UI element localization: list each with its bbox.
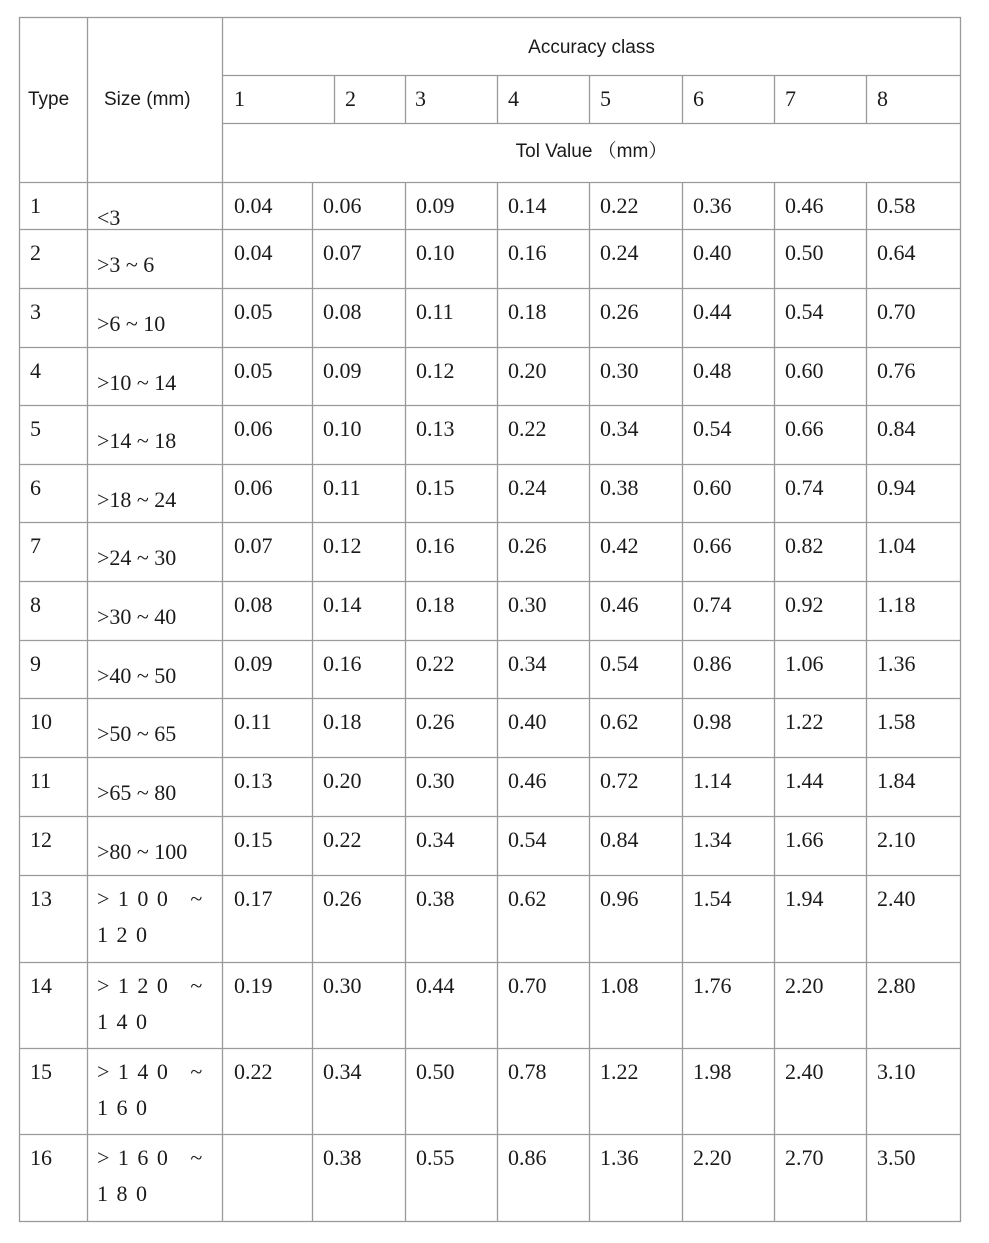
- tol-value-cell: 1.36: [877, 651, 916, 676]
- tol-value-cell: 0.15: [416, 475, 455, 500]
- row-type: 6: [30, 475, 41, 500]
- tol-value-cell: 0.16: [508, 240, 547, 265]
- tol-value-cell: 1.34: [693, 827, 732, 852]
- row-size: >80 ~ 100: [97, 839, 188, 864]
- tol-value-cell: 0.74: [693, 592, 732, 617]
- row-size: >40 ~ 50: [97, 663, 177, 688]
- tol-value-cell: 0.05: [234, 358, 273, 383]
- tol-value-cell: 0.54: [785, 299, 824, 324]
- tol-value-cell: 0.26: [600, 299, 639, 324]
- tol-value-cell: 1.22: [600, 1059, 639, 1084]
- tol-value-cell: 0.96: [600, 886, 639, 911]
- tol-value-cell: 0.86: [693, 651, 732, 676]
- tol-value-cell: 0.38: [600, 475, 639, 500]
- class-header-5: 5: [600, 86, 611, 111]
- tol-value-cell: 0.13: [234, 768, 273, 793]
- tol-value-cell: 0.94: [877, 475, 916, 500]
- row-size: >65 ~ 80: [97, 780, 177, 805]
- tol-value-cell: 0.64: [877, 240, 916, 265]
- tol-value-cell: 0.46: [600, 592, 639, 617]
- tol-value-cell: 0.22: [323, 827, 362, 852]
- tol-value-cell: 0.20: [323, 768, 362, 793]
- class-header-6: 6: [693, 86, 704, 111]
- tol-value-cell: 1.76: [693, 973, 732, 998]
- tol-value-header: Tol Value （mm）: [515, 141, 668, 162]
- tol-value-cell: 0.34: [323, 1059, 362, 1084]
- tol-value-cell: 0.50: [785, 240, 824, 265]
- tol-value-cell: 1.14: [693, 768, 732, 793]
- tol-value-cell: 0.36: [693, 193, 732, 218]
- row-type: 14: [30, 973, 52, 998]
- tol-value-cell: 0.20: [508, 358, 547, 383]
- tol-value-cell: 0.44: [693, 299, 732, 324]
- tol-value-cell: 0.08: [323, 299, 362, 324]
- tol-value-cell: 0.11: [234, 709, 272, 734]
- tol-value-cell: 1.94: [785, 886, 824, 911]
- tol-value-cell: 0.11: [416, 299, 454, 324]
- row-type: 4: [30, 358, 41, 383]
- class-header-1: 1: [234, 86, 245, 111]
- tol-value-cell: 0.09: [323, 358, 362, 383]
- tol-value-cell: 0.24: [600, 240, 639, 265]
- tol-value-cell: 0.26: [323, 886, 362, 911]
- tol-value-cell: 0.62: [600, 709, 639, 734]
- row-type: 7: [30, 533, 41, 558]
- tol-value-cell: 0.34: [600, 416, 639, 441]
- row-size: >3 ~ 6: [97, 252, 155, 277]
- tol-value-cell: 0.26: [508, 533, 547, 558]
- tol-value-cell: 0.09: [416, 193, 455, 218]
- tol-value-cell: 2.40: [877, 886, 916, 911]
- tol-value-cell: 1.54: [693, 886, 732, 911]
- tol-value-cell: 0.46: [508, 768, 547, 793]
- row-type: 9: [30, 651, 41, 676]
- tol-value-cell: 0.78: [508, 1059, 547, 1084]
- tol-value-cell: 0.54: [693, 416, 732, 441]
- tol-value-cell: 0.54: [508, 827, 547, 852]
- tol-value-cell: 0.13: [416, 416, 455, 441]
- tol-value-cell: 0.22: [600, 193, 639, 218]
- tol-value-cell: 3.50: [877, 1145, 916, 1170]
- tol-value-cell: 0.18: [323, 709, 362, 734]
- tol-value-cell: 0.30: [323, 973, 362, 998]
- tol-value-cell: 0.34: [416, 827, 455, 852]
- tol-value-cell: 0.12: [416, 358, 455, 383]
- row-size: >24 ~ 30: [97, 545, 177, 570]
- row-size: >14 ~ 18: [97, 428, 177, 453]
- tol-value-cell: 0.82: [785, 533, 824, 558]
- tol-value-cell: 0.10: [323, 416, 362, 441]
- tol-value-cell: 0.84: [877, 416, 916, 441]
- tol-value-cell: 0.86: [508, 1145, 547, 1170]
- tol-value-cell: 0.26: [416, 709, 455, 734]
- class-header-3: 3: [415, 86, 426, 111]
- tol-value-cell: 2.20: [693, 1145, 732, 1170]
- tol-value-cell: 0.66: [785, 416, 824, 441]
- tol-value-cell: 0.04: [234, 240, 273, 265]
- row-size: >100 ~ 120: [97, 886, 211, 947]
- tol-value-cell: 2.10: [877, 827, 916, 852]
- row-size: >10 ~ 14: [97, 370, 177, 395]
- tol-value-cell: 1.06: [785, 651, 824, 676]
- tol-value-cell: 0.09: [234, 651, 273, 676]
- row-type: 16: [30, 1145, 52, 1170]
- tol-value-cell: 0.40: [508, 709, 547, 734]
- tol-value-cell: 2.80: [877, 973, 916, 998]
- tol-value-cell: 0.05: [234, 299, 273, 324]
- tol-value-cell: 0.66: [693, 533, 732, 558]
- tol-value-cell: 1.04: [877, 533, 916, 558]
- accuracy-class-header: Accuracy class: [528, 37, 655, 58]
- row-type: 5: [30, 416, 41, 441]
- class-header-7: 7: [785, 86, 796, 111]
- tol-value-cell: 0.18: [508, 299, 547, 324]
- tol-value-cell: 0.16: [323, 651, 362, 676]
- tol-value-cell: 0.22: [508, 416, 547, 441]
- tol-value-cell: 0.38: [323, 1145, 362, 1170]
- row-size: >6 ~ 10: [97, 311, 166, 336]
- tol-value-cell: 0.12: [323, 533, 362, 558]
- tol-value-cell: 0.06: [323, 193, 362, 218]
- tol-value-cell: 1.84: [877, 768, 916, 793]
- tol-value-cell: 0.14: [508, 193, 547, 218]
- tol-value-cell: 3.10: [877, 1059, 916, 1084]
- tol-value-cell: 0.22: [234, 1059, 273, 1084]
- tol-value-cell: 0.30: [416, 768, 455, 793]
- tol-value-cell: 0.19: [234, 973, 273, 998]
- tol-value-cell: 2.40: [785, 1059, 824, 1084]
- tol-value-cell: 2.70: [785, 1145, 824, 1170]
- tol-value-cell: 0.42: [600, 533, 639, 558]
- tol-value-cell: 0.07: [323, 240, 362, 265]
- tol-value-cell: 0.46: [785, 193, 824, 218]
- tol-value-cell: 0.70: [508, 973, 547, 998]
- tol-value-cell: 0.98: [693, 709, 732, 734]
- row-type: 8: [30, 592, 41, 617]
- tol-value-cell: 1.22: [785, 709, 824, 734]
- tol-value-cell: 0.44: [416, 973, 455, 998]
- tol-value-cell: 0.40: [693, 240, 732, 265]
- size-column-header: Size (mm): [104, 89, 191, 110]
- tol-value-cell: 0.30: [508, 592, 547, 617]
- row-type: 3: [30, 299, 41, 324]
- tol-value-cell: 0.34: [508, 651, 547, 676]
- tol-value-cell: 1.08: [600, 973, 639, 998]
- tol-value-cell: 0.14: [323, 592, 362, 617]
- row-size: >120 ~ 140: [97, 973, 211, 1034]
- row-size: >18 ~ 24: [97, 487, 177, 512]
- tol-value-cell: 1.18: [877, 592, 916, 617]
- tol-value-cell: 0.60: [693, 475, 732, 500]
- tol-value-cell: 0.54: [600, 651, 639, 676]
- tol-value-cell: 0.15: [234, 827, 273, 852]
- tol-value-cell: 0.18: [416, 592, 455, 617]
- tol-value-cell: 0.76: [877, 358, 916, 383]
- tol-value-cell: 0.60: [785, 358, 824, 383]
- row-type: 10: [30, 709, 52, 734]
- tol-value-cell: 0.58: [877, 193, 916, 218]
- class-header-2: 2: [345, 86, 356, 111]
- tol-value-cell: 0.92: [785, 592, 824, 617]
- row-size: <3: [97, 205, 121, 230]
- tol-value-cell: 0.16: [416, 533, 455, 558]
- tol-value-cell: 0.04: [234, 193, 273, 218]
- tol-value-cell: 2.20: [785, 973, 824, 998]
- tol-value-cell: 0.55: [416, 1145, 455, 1170]
- tol-value-cell: 0.72: [600, 768, 639, 793]
- class-header-8: 8: [877, 86, 888, 111]
- row-size: >30 ~ 40: [97, 604, 177, 629]
- row-type: 13: [30, 886, 52, 911]
- class-header-4: 4: [508, 86, 519, 111]
- row-size: >160 ~ 180: [97, 1145, 211, 1206]
- tol-value-cell: 0.38: [416, 886, 455, 911]
- row-type: 11: [30, 768, 52, 793]
- row-type: 2: [30, 240, 41, 265]
- tol-value-cell: 0.62: [508, 886, 547, 911]
- row-size: >50 ~ 65: [97, 721, 177, 746]
- tol-value-cell: 0.48: [693, 358, 732, 383]
- tol-value-cell: 0.06: [234, 475, 273, 500]
- type-column-header: Type: [28, 89, 70, 110]
- tol-value-cell: 0.70: [877, 299, 916, 324]
- tol-value-cell: 0.24: [508, 475, 547, 500]
- tol-value-cell: 0.11: [323, 475, 361, 500]
- row-type: 12: [30, 827, 52, 852]
- tol-value-cell: 1.36: [600, 1145, 639, 1170]
- row-size: >140 ~ 160: [97, 1059, 211, 1120]
- tol-value-cell: 1.44: [785, 768, 824, 793]
- tol-value-cell: 0.06: [234, 416, 273, 441]
- tol-value-cell: 0.30: [600, 358, 639, 383]
- row-type: 15: [30, 1059, 52, 1084]
- tol-value-cell: 0.50: [416, 1059, 455, 1084]
- tol-value-cell: 0.07: [234, 533, 273, 558]
- tol-value-cell: 0.10: [416, 240, 455, 265]
- tol-value-cell: 0.08: [234, 592, 273, 617]
- row-type: 1: [30, 193, 41, 218]
- tol-value-cell: 1.66: [785, 827, 824, 852]
- tol-value-cell: 0.74: [785, 475, 824, 500]
- tol-value-cell: 0.84: [600, 827, 639, 852]
- tol-value-cell: 0.17: [234, 886, 273, 911]
- tol-value-cell: 1.58: [877, 709, 916, 734]
- tol-value-cell: 0.22: [416, 651, 455, 676]
- tol-value-cell: 1.98: [693, 1059, 732, 1084]
